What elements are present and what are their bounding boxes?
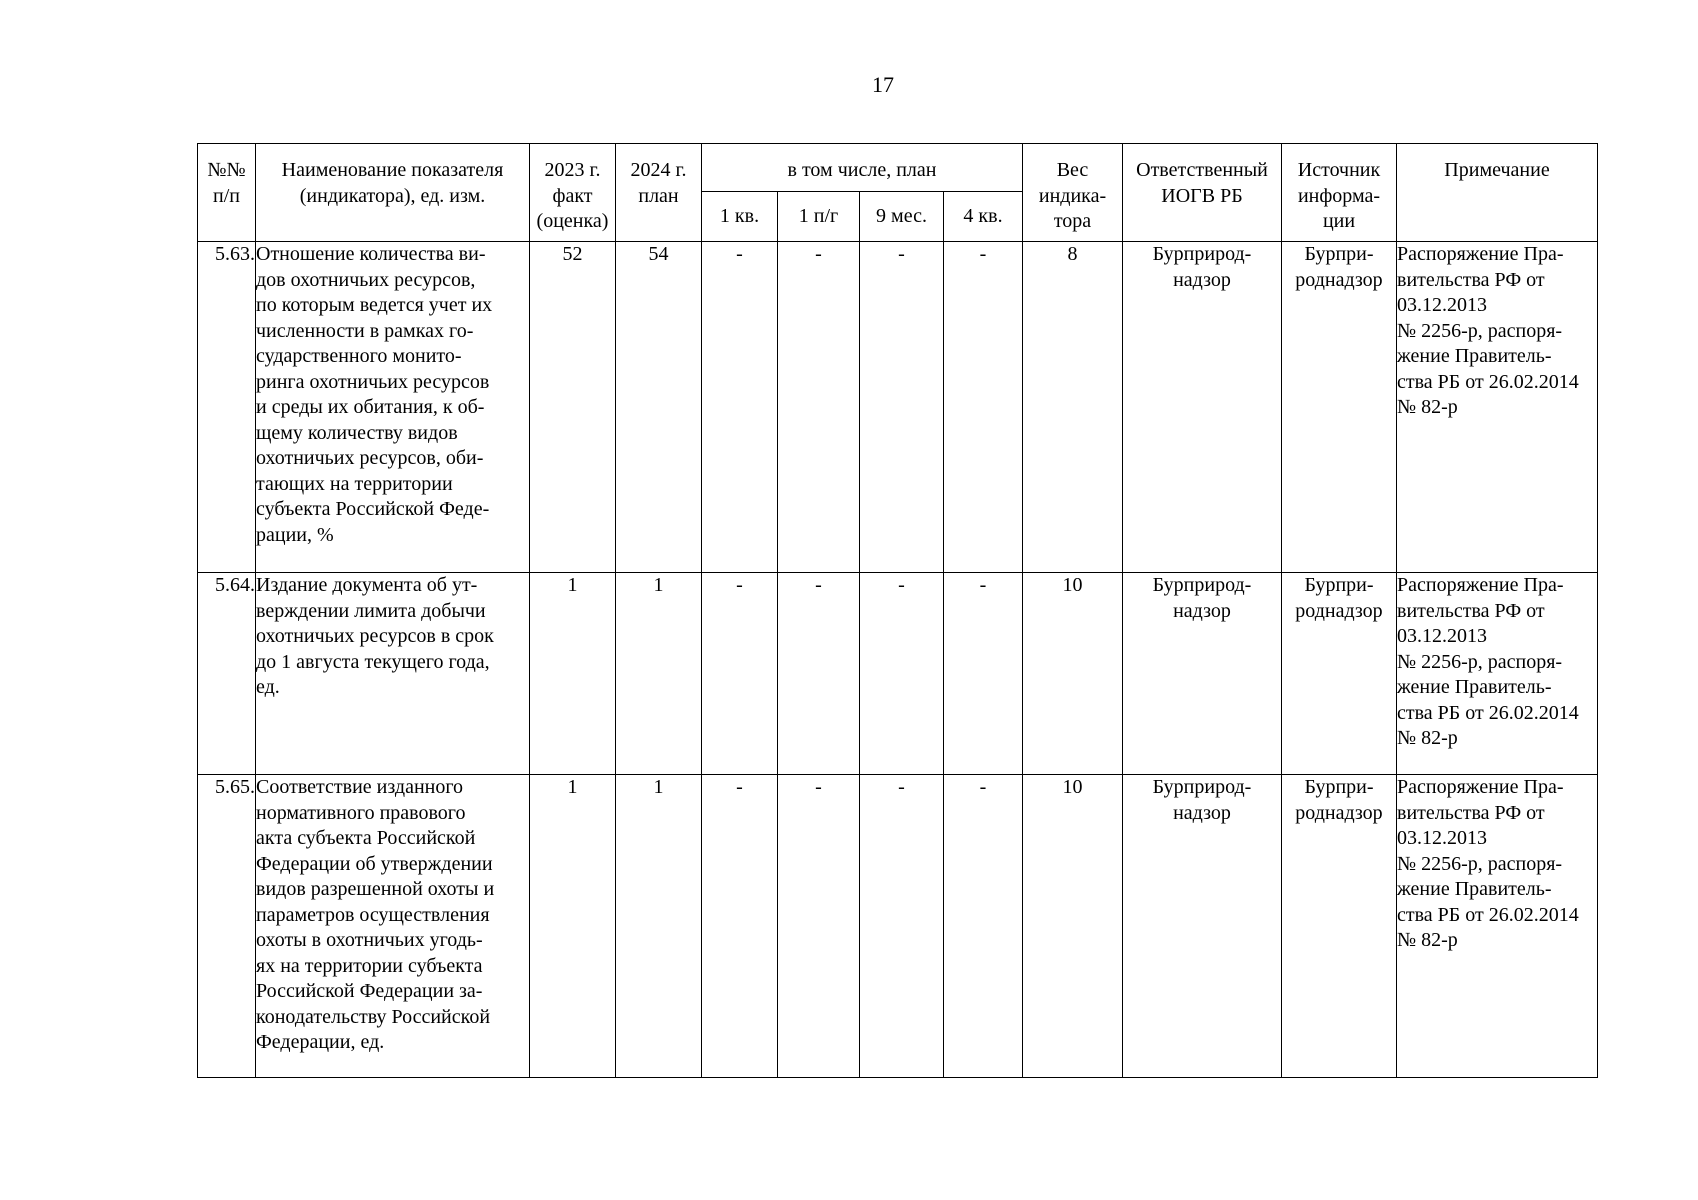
text-line: информа- <box>1297 184 1381 207</box>
text-line: надзор <box>1173 599 1231 622</box>
value-q1: - <box>702 242 778 573</box>
text-line: ед. <box>256 676 280 698</box>
text-line: Отношение количества ви- <box>256 243 486 265</box>
value-2023: 1 <box>530 775 616 1078</box>
text-line: тающих на территории <box>256 472 453 495</box>
table-row <box>198 573 1598 775</box>
information-source <box>1282 775 1397 1078</box>
text-line: охоты в охотничьих угодь- <box>256 929 483 951</box>
text-line: видов разрешенной охоты и <box>256 878 495 900</box>
text-line: роднадзор <box>1295 599 1383 622</box>
text-line: ринга охотничьих ресурсов <box>256 370 490 393</box>
text-line: вительства РФ от <box>1397 599 1545 622</box>
text-line: вительства РФ от <box>1397 801 1545 824</box>
header-9m: 9 мес. <box>860 192 944 242</box>
text-line: (индикатора), ед. изм. <box>299 184 486 207</box>
header-num <box>198 144 256 242</box>
header-h1: 1 п/г <box>778 192 860 242</box>
text-line: Бурпри- <box>1304 776 1374 798</box>
text-line: ции <box>1322 210 1356 232</box>
text-line: роднадзор <box>1295 268 1383 291</box>
text-line: жение Правитель- <box>1397 878 1552 900</box>
text-line: план <box>638 184 679 207</box>
text-line: Примечание <box>1444 159 1550 181</box>
header-q1: 1 кв. <box>702 192 778 242</box>
weight-value: 8 <box>1023 242 1123 573</box>
page-number: 17 <box>872 72 894 97</box>
text-line: Вес <box>1056 159 1089 181</box>
header-weight <box>1023 144 1123 242</box>
value-2023: 1 <box>530 573 616 775</box>
value-9m: - <box>860 775 944 1078</box>
information-source <box>1282 242 1397 573</box>
text-line: охотничьих ресурсов в срок <box>256 625 494 647</box>
text-line: и среды их обитания, к об- <box>256 396 485 418</box>
text-line: надзор <box>1173 801 1231 824</box>
header-including-plan: в том числе, план <box>702 144 1023 192</box>
text-line: 03.12.2013 <box>1397 827 1487 849</box>
value-2023: 52 <box>530 242 616 573</box>
text-line: охотничьих ресурсов, оби- <box>256 447 484 469</box>
header-q4: 4 кв. <box>944 192 1023 242</box>
value-9m: - <box>860 573 944 775</box>
note-text <box>1397 775 1598 1078</box>
table-row <box>198 242 1598 573</box>
header-indicator-name <box>256 144 530 242</box>
text-line: до 1 августа текущего года, <box>256 650 490 673</box>
text-line: конодательству Российской <box>256 1005 491 1028</box>
text-line: 2023 г. <box>544 159 601 181</box>
text-line: индика- <box>1038 184 1107 207</box>
indicator-name <box>256 573 530 775</box>
indicator-name <box>256 775 530 1078</box>
text-line: № 82-р <box>1397 396 1458 418</box>
indicator-name <box>256 242 530 573</box>
text-line: Наименование показателя <box>281 159 504 181</box>
text-line: № 82-р <box>1397 929 1458 951</box>
value-q1: - <box>702 775 778 1078</box>
weight-value: 10 <box>1023 775 1123 1078</box>
text-line: сударственного монито- <box>256 345 462 367</box>
text-line: жение Правитель- <box>1397 345 1552 367</box>
row-number: 5.65. <box>198 775 256 1078</box>
header-responsible <box>1123 144 1282 242</box>
text-line: ства РБ от 26.02.2014 <box>1397 701 1579 724</box>
indicators-table <box>197 143 1598 1078</box>
text-line: №№ <box>207 159 246 181</box>
text-line: 03.12.2013 <box>1397 625 1487 647</box>
text-line: факт <box>552 184 593 207</box>
header-note <box>1397 144 1598 242</box>
text-line: Распоряжение Пра- <box>1397 243 1564 265</box>
text-line: щему количеству видов <box>256 421 458 444</box>
text-line: Бурпри- <box>1304 574 1374 596</box>
text-line: Бурприрод- <box>1152 243 1252 265</box>
value-2024: 1 <box>616 573 702 775</box>
text-line: Бурпри- <box>1304 243 1374 265</box>
value-2024: 54 <box>616 242 702 573</box>
text-line: № 2256-р, распоря- <box>1397 319 1563 342</box>
text-line: по которым ведется учет их <box>256 294 493 316</box>
row-number: 5.63. <box>198 242 256 573</box>
text-line: ства РБ от 26.02.2014 <box>1397 370 1579 393</box>
value-q4: - <box>944 573 1023 775</box>
information-source <box>1282 573 1397 775</box>
note-text <box>1397 573 1598 775</box>
text-line: роднадзор <box>1295 801 1383 824</box>
value-h1: - <box>778 573 860 775</box>
text-line: надзор <box>1173 268 1231 291</box>
value-h1: - <box>778 242 860 573</box>
text-line: № 2256-р, распоря- <box>1397 650 1563 673</box>
text-line: Соответствие изданного <box>256 776 464 798</box>
weight-value: 10 <box>1023 573 1123 775</box>
value-q1: - <box>702 573 778 775</box>
header-2023-fact <box>530 144 616 242</box>
value-q4: - <box>944 775 1023 1078</box>
row-number: 5.64. <box>198 573 256 775</box>
text-line: субъекта Российской Феде- <box>256 498 490 520</box>
text-line: Ответственный <box>1136 159 1268 181</box>
text-line: Распоряжение Пра- <box>1397 574 1564 596</box>
text-line: Бурприрод- <box>1152 776 1252 798</box>
text-line: Федерации, ед. <box>256 1031 385 1053</box>
value-q4: - <box>944 242 1023 573</box>
table-row <box>198 775 1598 1078</box>
text-line: верждении лимита добычи <box>256 599 486 622</box>
value-9m: - <box>860 242 944 573</box>
text-line: Федерации об утверждении <box>256 852 493 875</box>
text-line: рации, % <box>256 523 334 546</box>
text-line: ИОГВ РБ <box>1161 184 1243 207</box>
text-line: вительства РФ от <box>1397 268 1545 291</box>
responsible-authority <box>1123 775 1282 1078</box>
header-row <box>198 144 1598 192</box>
text-line: численности в рамках го- <box>256 319 474 342</box>
value-h1: - <box>778 775 860 1078</box>
text-line: Российской Федерации за- <box>256 980 483 1002</box>
text-line: Распоряжение Пра- <box>1397 776 1564 798</box>
text-line: 2024 г. <box>630 159 687 181</box>
text-line: № 2256-р, распоря- <box>1397 852 1563 875</box>
responsible-authority <box>1123 573 1282 775</box>
text-line: 03.12.2013 <box>1397 294 1487 316</box>
text-line: п/п <box>213 184 240 207</box>
value-2024: 1 <box>616 775 702 1078</box>
text-line: ства РБ от 26.02.2014 <box>1397 903 1579 926</box>
text-line: жение Правитель- <box>1397 676 1552 698</box>
text-line: № 82-р <box>1397 727 1458 749</box>
text-line: ях на территории субъекта <box>256 954 483 977</box>
text-line: тора <box>1053 210 1092 232</box>
text-line: (оценка) <box>536 210 609 232</box>
text-line: акта субъекта Российской <box>256 827 476 849</box>
responsible-authority <box>1123 242 1282 573</box>
note-text <box>1397 242 1598 573</box>
header-2024-plan <box>616 144 702 242</box>
text-line: параметров осуществления <box>256 903 490 926</box>
text-line: дов охотничьих ресурсов, <box>256 268 476 291</box>
text-line: Издание документа об ут- <box>256 574 478 596</box>
text-line: Бурприрод- <box>1152 574 1252 596</box>
text-line: нормативного правового <box>256 801 466 824</box>
text-line: Источник <box>1297 159 1381 181</box>
header-source <box>1282 144 1397 242</box>
